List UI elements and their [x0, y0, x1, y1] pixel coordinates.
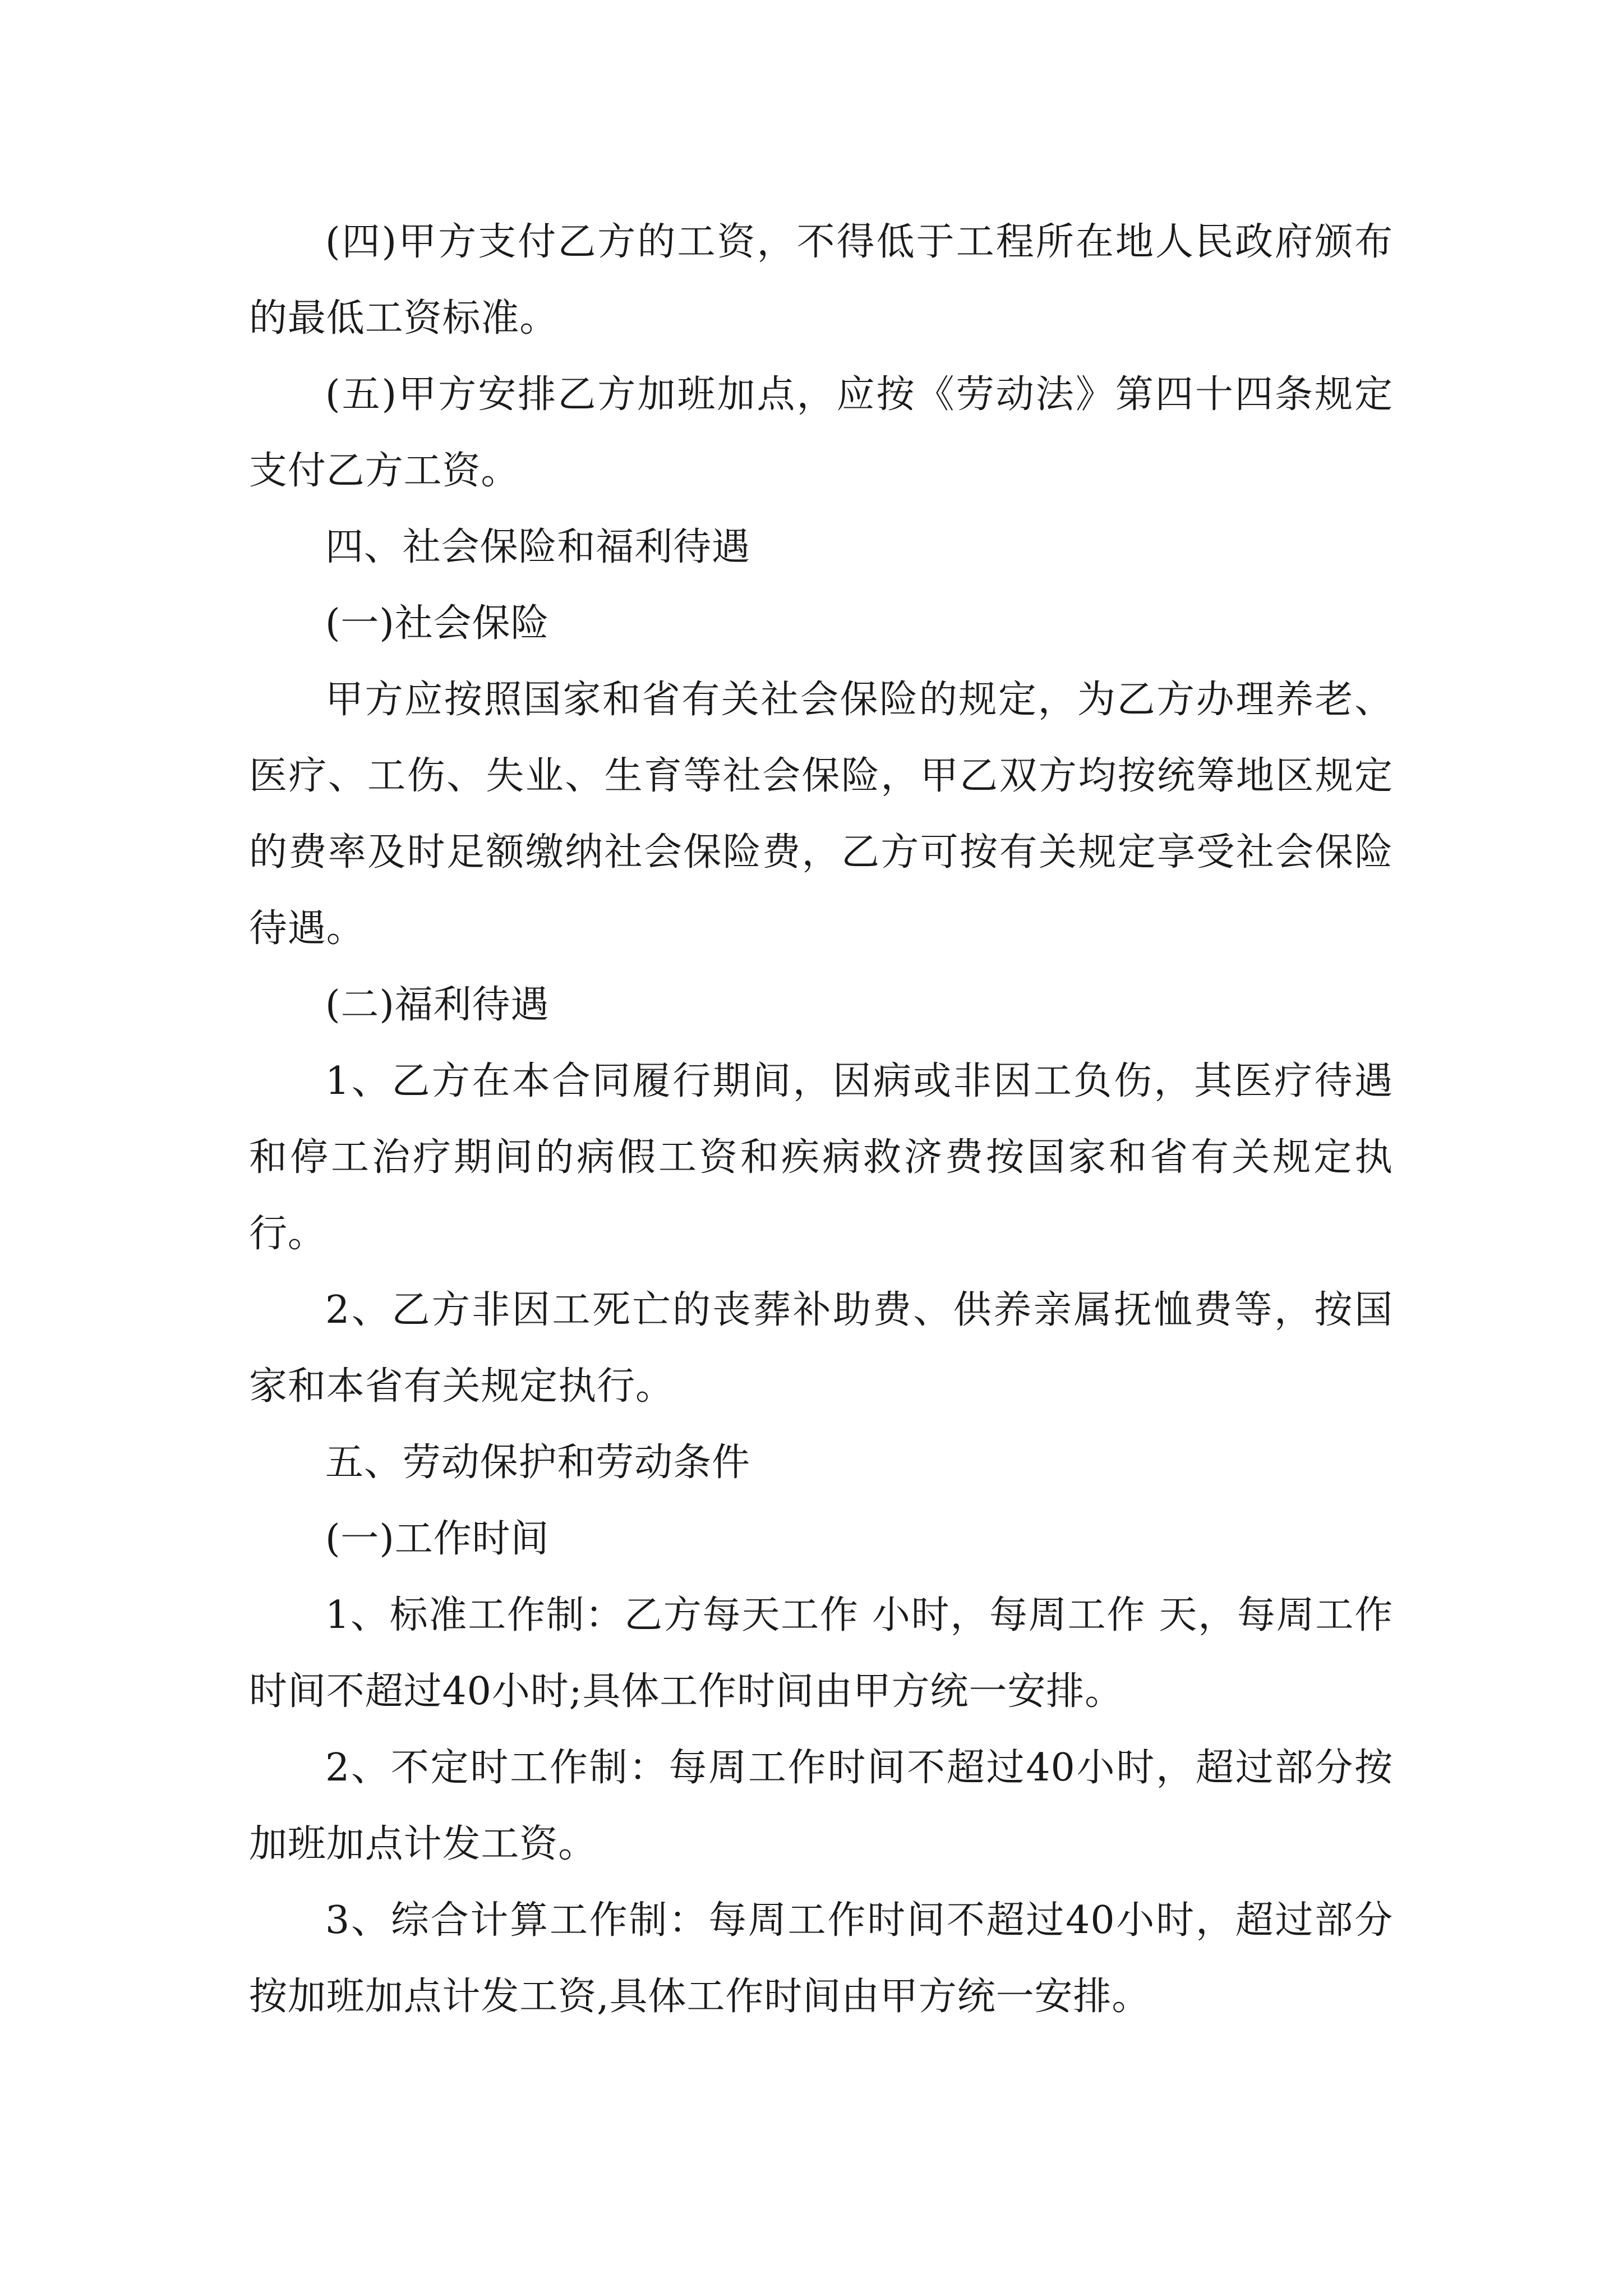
paragraph-standard-hours: 1、标准工作制：乙方每天工作 小时，每周工作 天，每周工作时间不超过40小时;具体工作时间由甲方统一安排。	[249, 1593, 1393, 1714]
paragraph-wage-minimum: (四)甲方支付乙方的工资，不得低于工程所在地人民政府颁布的最低工资标准。	[249, 220, 1393, 341]
section-heading-labor-protection: 五、劳动保护和劳动条件	[325, 1441, 750, 1485]
paragraph-funeral-subsidy: 2、乙方非因工死亡的丧葬补助费、供养亲属抚恤费等，按国家和本省有关规定执行。	[249, 1288, 1393, 1409]
subheading-social-insurance: (一)社会保险	[325, 601, 550, 646]
paragraph-comprehensive-hours: 3、综合计算工作制：每周工作时间不超过40小时，超过部分按加班加点计发工资,具体工作时间由甲方统一安排。	[249, 1898, 1393, 2019]
paragraph-flexible-hours: 2、不定时工作制：每周工作时间不超过40小时，超过部分按加班加点计发工资。	[249, 1746, 1393, 1866]
subheading-working-hours: (一)工作时间	[325, 1517, 550, 1561]
document-body	[249, 204, 1393, 2035]
section-heading-social-insurance-benefits: 四、社会保险和福利待遇	[325, 525, 750, 569]
paragraph-overtime-pay: (五)甲方安排乙方加班加点，应按《劳动法》第四十四条规定支付乙方工资。	[249, 372, 1393, 493]
paragraph-social-insurance: 甲方应按照国家和省有关社会保险的规定，为乙方办理养老、医疗、工伤、失业、生育等社会保险，甲乙双方均按统筹地区规定的费率及时足额缴纳社会保险费，乙方可按有关规定享受社会保险待遇。	[249, 678, 1393, 951]
subheading-welfare: (二)福利待遇	[325, 983, 550, 1027]
paragraph-sick-leave: 1、乙方在本合同履行期间，因病或非因工负伤，其医疗待遇和停工治疗期间的病假工资和疾病救济费按国家和省有关规定执行。	[249, 1059, 1393, 1256]
